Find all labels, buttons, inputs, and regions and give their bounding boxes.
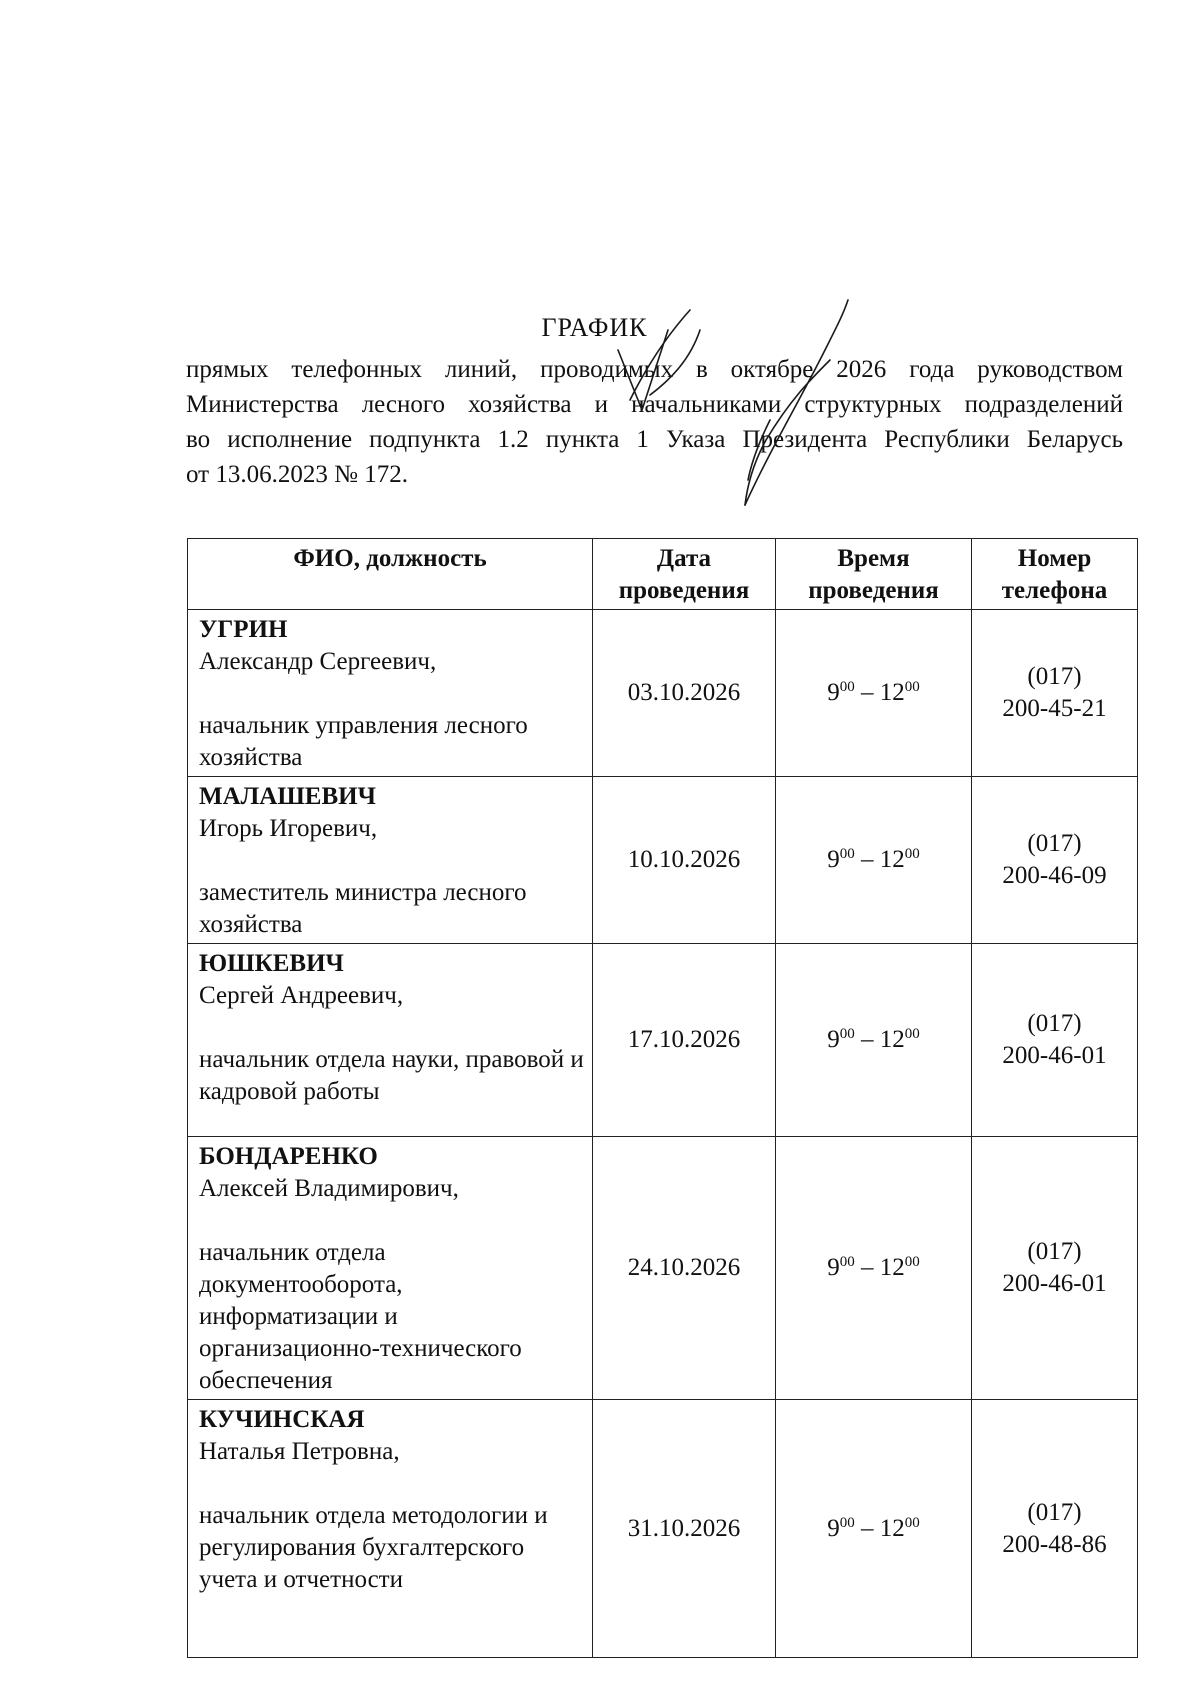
phone-cell <box>972 610 1138 777</box>
date-cell: 03.10.2026 <box>593 610 776 777</box>
phone-code: (017) <box>1027 663 1082 690</box>
time-start-min: 00 <box>839 1514 855 1531</box>
person-surname: БОНДАРЕНКО <box>199 1143 378 1170</box>
table-row <box>188 1400 1138 1658</box>
time-end-min: 00 <box>904 846 920 862</box>
phone-number: 200-48-86 <box>1002 1530 1107 1558</box>
phone-number: 200-45-21 <box>1002 695 1107 722</box>
header-phone: Номер телефона <box>972 539 1138 610</box>
intro-line: от 13.06.2023 № 172. <box>186 461 408 488</box>
time-end-min: 00 <box>904 679 920 695</box>
person-cell <box>188 610 593 777</box>
time-sep: – <box>854 679 880 706</box>
phone-cell <box>972 1137 1138 1400</box>
person-name: Наталья Петровна, <box>199 1438 400 1465</box>
person-name: Сергей Андреевич, <box>199 982 404 1009</box>
time-end: 12 <box>879 1254 905 1281</box>
time-start: 9 <box>827 1026 840 1053</box>
phone-number: 200-46-01 <box>1002 1270 1107 1297</box>
person-cell <box>188 1137 593 1400</box>
phone-number: 200-46-09 <box>1002 862 1107 889</box>
person-cell <box>188 777 593 944</box>
time-end: 12 <box>879 1514 905 1542</box>
phone-code: (017) <box>1027 1238 1082 1265</box>
person-position: заместитель министра лесного хозяйства <box>199 879 527 938</box>
header-date: Дата проведения <box>593 539 776 610</box>
time-cell <box>776 944 972 1137</box>
date-cell: 17.10.2026 <box>593 944 776 1137</box>
person-position: начальник отдела науки, правовой и кадровой работы <box>199 1046 584 1105</box>
header-fio: ФИО, должность <box>188 539 593 610</box>
time-start: 9 <box>827 846 840 873</box>
schedule-table <box>187 538 1138 1658</box>
date-cell: 10.10.2026 <box>593 777 776 944</box>
intro-line: Министерства лесного хозяйства и начальниками структурных подразделений <box>186 391 1123 418</box>
time-sep: – <box>854 1026 880 1053</box>
time-cell <box>776 1400 972 1658</box>
time-end-min: 00 <box>904 1514 920 1531</box>
time-end-min: 00 <box>904 1254 920 1270</box>
intro-line: прямых телефонных линий, проводимых в октябре 2026 года руководством <box>186 356 1123 383</box>
table-header-row <box>188 539 1138 610</box>
date-cell: 24.10.2026 <box>593 1137 776 1400</box>
time-sep: – <box>854 846 880 873</box>
intro-line: во исполнение подпункта 1.2 пункта 1 Указа Президента Республики Беларусь <box>186 426 1123 453</box>
time-start: 9 <box>827 1254 840 1281</box>
phone-cell <box>972 944 1138 1137</box>
time-cell <box>776 777 972 944</box>
person-surname: МАЛАШЕВИЧ <box>199 783 376 810</box>
person-name: Алексей Владимирович, <box>199 1175 459 1202</box>
time-end-min: 00 <box>904 1026 920 1042</box>
phone-cell <box>972 777 1138 944</box>
date-cell: 31.10.2026 <box>593 1400 776 1658</box>
time-cell <box>776 610 972 777</box>
time-start: 9 <box>827 679 840 706</box>
person-surname: КУЧИНСКАЯ <box>199 1406 365 1433</box>
phone-number: 200-46-01 <box>1002 1042 1107 1069</box>
table-row <box>188 610 1138 777</box>
time-start-min: 00 <box>839 846 855 862</box>
time-start-min: 00 <box>839 1254 855 1270</box>
time-start-min: 00 <box>839 1026 855 1042</box>
phone-code: (017) <box>1027 1010 1082 1037</box>
person-name: Игорь Игоревич, <box>199 815 378 842</box>
time-end: 12 <box>879 679 905 706</box>
time-sep: – <box>854 1254 880 1281</box>
time-start-min: 00 <box>839 679 855 695</box>
time-end: 12 <box>879 846 905 873</box>
time-sep: – <box>854 1514 880 1542</box>
person-position: начальник отдела методологии и регулирования бухгалтерского учета и отчетности <box>199 1502 548 1593</box>
phone-code: (017) <box>1027 1498 1082 1526</box>
phone-cell <box>972 1400 1138 1658</box>
person-surname: ЮШКЕВИЧ <box>199 950 344 977</box>
header-time: Время проведения <box>776 539 972 610</box>
person-name: Александр Сергеевич, <box>199 648 437 675</box>
table-row <box>188 944 1138 1137</box>
person-cell <box>188 944 593 1137</box>
time-start: 9 <box>827 1514 840 1542</box>
table-row <box>188 1137 1138 1400</box>
phone-code: (017) <box>1027 830 1082 857</box>
person-position: начальник управления лесного хозяйства <box>199 712 528 771</box>
intro-paragraph <box>186 352 1123 492</box>
document-title: ГРАФИК <box>541 313 648 342</box>
table-row <box>188 777 1138 944</box>
time-cell <box>776 1137 972 1400</box>
person-position: начальник отдела документооборота, информатизации и организационно-технического обеспечения <box>199 1239 522 1394</box>
time-end: 12 <box>879 1026 905 1053</box>
person-surname: УГРИН <box>199 616 288 643</box>
person-cell <box>188 1400 593 1658</box>
